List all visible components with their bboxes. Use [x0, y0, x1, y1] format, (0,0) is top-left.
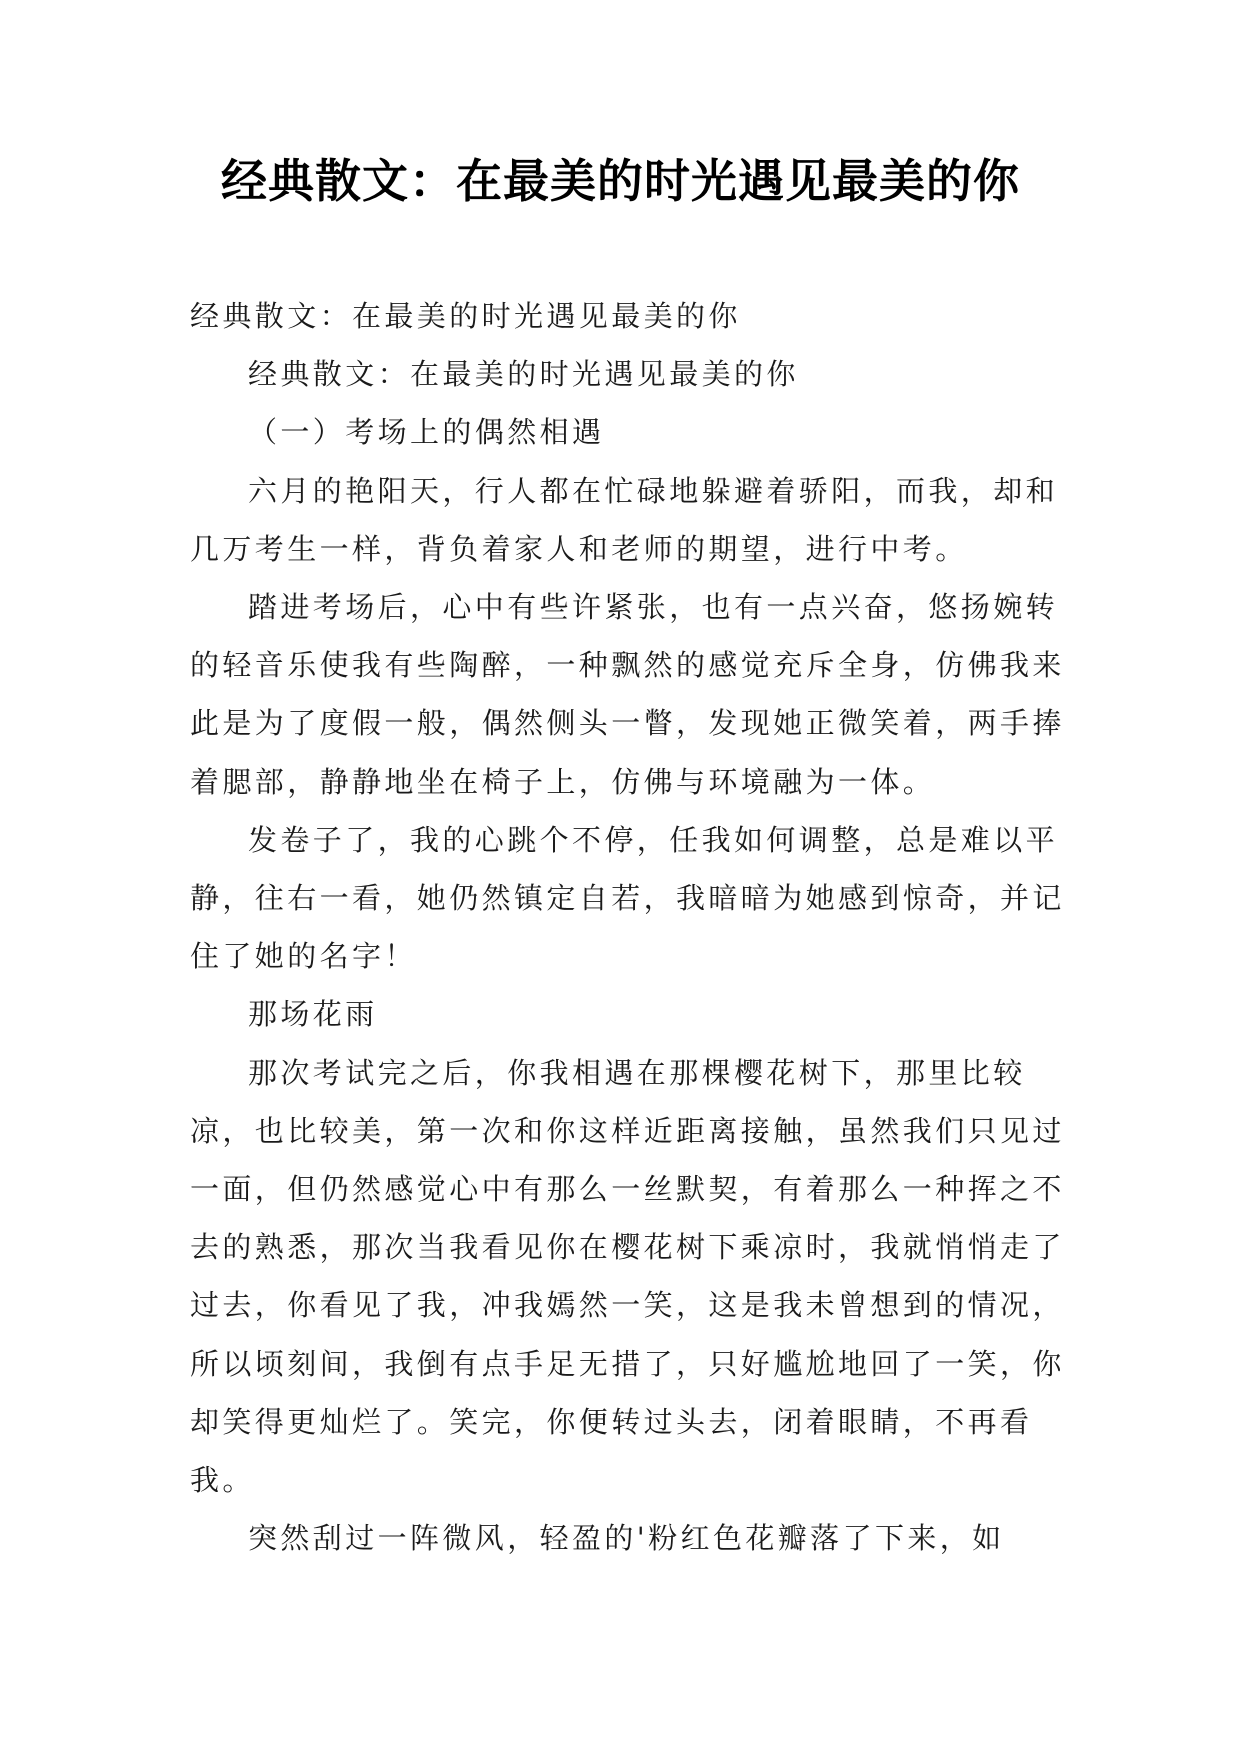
paragraph: 踏进考场后，心中有些许紧张，也有一点兴奋，悠扬婉转的轻音乐使我有些陶醉，一种飘然的感觉充斥全身，仿佛我来此是为了度假一般，偶然侧头一瞥，发现她正微笑着，两手捧着腮部，静静地坐在椅子上，仿佛与环境融为一体。 [190, 590, 1065, 799]
document-title: 经典散文：在最美的时光遇见最美的你 [221, 154, 1020, 208]
paragraph: 那次考试完之后，你我相遇在那棵樱花树下，那里比较凉，也比较美，第一次和你这样近距离接触，虽然我们只见过一面，但仍然感觉心中有那么一丝默契，有着那么一种挥之不去的熟悉，那次当我看见你在樱花树下乘凉时，我就悄悄走了过去，你看见了我，冲我嫣然一笑，这是我未曾想到的情况，所以顷刻间，我倒有点手足无措了，只好尴尬地回了一笑，你却笑得更灿烂了。笑完，你便转过头去，闭着眼睛，不再看我。 [190, 1055, 1065, 1498]
section-heading: （一）考场上的偶然相遇 [248, 415, 605, 450]
paragraph: 发卷子了，我的心跳个不停，任我如何调整，总是难以平静，往右一看，她仍然镇定自若，我暗暗为她感到惊奇，并记住了她的名字！ [190, 822, 1065, 974]
paragraph: 经典散文：在最美的时光遇见最美的你 [190, 299, 741, 333]
paragraph: 突然刮过一阵微风，轻盈的'粉红色花瓣落了下来，如 [248, 1521, 1005, 1556]
paragraph: 经典散文：在最美的时光遇见最美的你 [248, 357, 799, 392]
paragraph: 六月的艳阳天，行人都在忙碌地躲避着骄阳，而我，却和几万考生一样，背负着家人和老师的期望，进行中考。 [190, 473, 1059, 566]
section-heading: 那场花雨 [248, 997, 378, 1032]
document-body [190, 287, 1070, 1567]
